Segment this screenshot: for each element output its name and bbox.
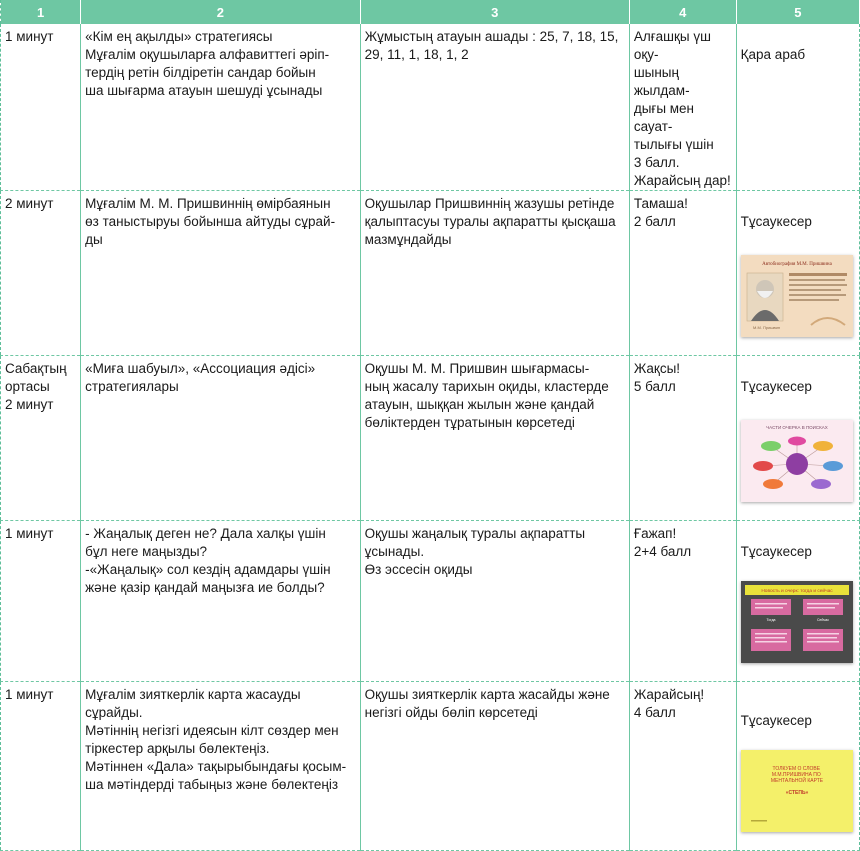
biography-slide-thumbnail: [741, 255, 853, 337]
slide-subtitle: «СТЕПЬ»: [785, 790, 808, 796]
table-row: [1, 682, 860, 851]
slide-caption: М.М. Пришвин: [752, 325, 780, 330]
teacher-activity-cell: - Жаңалық деген не? Дала халқы үшін бұл неге маңызды? -«Жаңалық» сол кездің адамдары үшін және қазір қандай маңызға ие болды?: [81, 521, 360, 682]
assessment-cell: Ғажап! 2+4 балл: [629, 521, 736, 682]
header-col-2: 2: [81, 0, 360, 24]
slide-title: Новость и очерк: тогда и сейчас: [760, 589, 833, 594]
resource-label: Тұсаукесер: [740, 544, 812, 559]
student-activity-cell: Оқушылар Пришвиннің жазушы ретінде қалыптасуы туралы ақпаратты қысқаша мазмұндайды: [360, 191, 629, 356]
table-row: [1, 191, 860, 356]
assessment-cell: Жарайсың! 4 балл: [629, 682, 736, 851]
resource-cell: [736, 191, 859, 356]
cluster-slide-thumbnail: [741, 420, 853, 502]
student-activity-cell: Оқушы М. М. Пришвин шығармасы- ның жасалу тарихын оқиды, кластерде атауын, шыққан жылын және қандай бөліктерден тұратынын көрсетеді: [360, 356, 629, 521]
header-col-3: 3: [360, 0, 629, 24]
slide-column-right: Сейчас: [816, 618, 829, 622]
header-col-5: 5: [736, 0, 859, 24]
resource-cell: [736, 356, 859, 521]
resource-label: Тұсаукесер: [740, 214, 812, 229]
slide-title: ТОЛКУЕМ О СЛОВЕ М.М.ПРИШВИНА ПО МЕНТАЛЬНОЙ КАРТЕ: [770, 766, 823, 784]
resource-cell: [736, 521, 859, 682]
resource-label: Қара араб: [740, 47, 806, 62]
assessment-cell: Алғашқы үш оқу- шының жылдам- дығы мен сауат- тылығы үшін 3 балл. Жарайсың дар!: [629, 24, 736, 191]
header-col-1: 1: [1, 0, 81, 24]
resource-label: Тұсаукесер: [740, 713, 812, 728]
slide-column-left: Тогда: [766, 618, 776, 622]
assessment-cell: Тамаша! 2 балл: [629, 191, 736, 356]
student-activity-cell: Оқушы зияткерлік карта жасайды және негізгі ойды бөліп көрсетеді: [360, 682, 629, 851]
table-row: [1, 356, 860, 521]
time-cell: 1 минут: [1, 682, 81, 851]
time-cell: 1 минут: [1, 521, 81, 682]
header-row: [1, 0, 860, 24]
time-cell: 1 минут: [1, 24, 81, 191]
resource-label: Тұсаукесер: [740, 379, 812, 394]
teacher-activity-cell: «Кім ең ақылды» стратегиясы Мұғалім оқушыларға алфавиттегі әріп- тердің ретін білдіретін сандар бойын ша шығарма атауын шешуді ұсынады: [81, 24, 360, 191]
student-activity-cell: Оқушы жаңалық туралы ақпаратты ұсынады. Өз эссесін оқиды: [360, 521, 629, 682]
teacher-activity-cell: Мұғалім зияткерлік карта жасауды сұрайды. Мәтіннің негізгі идеясын кілт сөздер мен тіркестер арқылы бөлектеңіз. Мәтіннен «Дала» тақырыбындағы қосым- ша мәтіндерді табыңыз және бөлектеңіз: [81, 682, 360, 851]
slide-title: ЧАСТИ ОЧЕРКА В ПОИСКАХ: [765, 425, 828, 430]
teacher-activity-cell: Мұғалім М. М. Пришвиннің өмірбаянын өз таныстыруы бойынша айтуды сұрай- ды: [81, 191, 360, 356]
time-cell: Сабақтың ортасы 2 минут: [1, 356, 81, 521]
table-row: [1, 24, 860, 191]
resource-cell: [736, 682, 859, 851]
table-row: [1, 521, 860, 682]
header-col-4: 4: [629, 0, 736, 24]
comparison-slide-thumbnail: [741, 581, 853, 663]
teacher-activity-cell: «Миға шабуыл», «Ассоциация әдісі» стратегиялары: [81, 356, 360, 521]
slide-title: Автобиография М.М. Пришвина: [761, 262, 832, 267]
assessment-cell: Жақсы! 5 балл: [629, 356, 736, 521]
student-activity-cell: Жұмыстың атауын ашады : 25, 7, 18, 15, 29, 11, 1, 18, 1, 2: [360, 24, 629, 191]
time-cell: 2 минут: [1, 191, 81, 356]
resource-cell: [736, 24, 859, 191]
mindmap-slide-thumbnail: [741, 750, 853, 832]
